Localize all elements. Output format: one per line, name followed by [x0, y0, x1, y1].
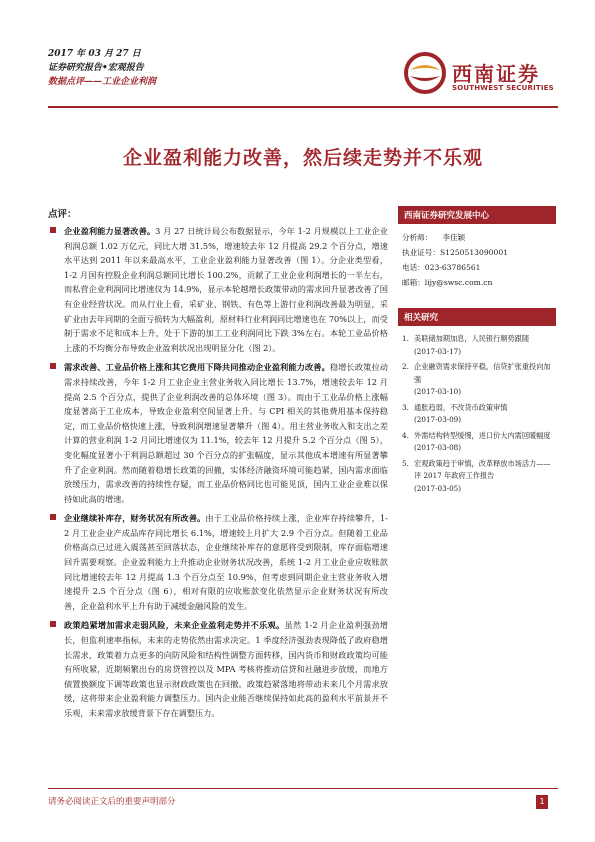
related-date: (2017-03-17) — [414, 346, 462, 356]
analyst-name: 李佳颖 — [442, 233, 466, 242]
related-title: 宏观政策趋于审慎，改革释放市场活力——评 2017 年政府工作报告 — [414, 458, 551, 480]
section-profit — [50, 224, 388, 355]
list-item[interactable]: 2. 企业融资需求保持平稳，信贷扩张重投向加强 (2017-03-10) — [402, 361, 554, 399]
section-lead: 需求改善、工业品价格上涨和其它费用下降共同推动企业盈利能力改善。 — [64, 362, 330, 373]
bullet-icon — [50, 363, 56, 369]
related-title: 美联储加期加息，人民银行顺势跟随 — [414, 334, 530, 343]
section-lead: 企业继续补库存，财务状况有所改善。 — [64, 513, 206, 524]
related-date: (2017-03-08) — [414, 443, 462, 452]
section-outlook — [50, 618, 388, 720]
section-lead: 政策趋紧增加需求走弱风险，未来企业盈利走势并不乐观。 — [64, 620, 285, 631]
email-line: 邮箱：lijy@swsc.com.cn — [402, 278, 493, 287]
bullet-icon — [50, 514, 56, 520]
logo-mark-icon — [404, 52, 446, 94]
related-title: 企业融资需求保持平稳，信贷扩张重投向加强 — [414, 362, 551, 384]
related-date: (2017-03-10) — [414, 387, 462, 396]
section-body: 3 月 27 日统计局公布数据显示，今年 1-2 月规模以上工业企业利润总额 1.02 万亿元，同比大增 31.5%，增速较去年 12 月提高 29.2 个百分点，增速水平达到 2011 年以来最高水平，工业企业盈利能力显著改善（图 1）。分企业类型看，1-2 月国有控股企业利润总额同比增长 100.2%，贡献了工业企业利润增长的一半左右，而私营企业利润同比增速仅为 14.9%，显示本轮越增长政策带动的需求回升显著改善了国有企业经营状况。而从行业上看，采矿业、钢铁、有色等上游行业利润改善最为明显，采矿业由去年同期的全面亏损转为大幅盈利，原材料行业利润同比增速也在 70%以上，而受制于需求不足和成本上升，处于下游的加工工业利润同比下跌 3%左右。本轮工业品价格上涨的不均衡分布导致企业盈利状况出现明显分化（图 2）。 — [64, 226, 388, 353]
section-body: 稳增长政策拉动需求持续改善，今年 1-2 月工业企业主营业务收入同比增长 13.7%，增速较去年 12 月提高 2.5 个百分点，提供了企业利润改善的总体环境（图 3）。而由于工业品价格上涨幅度显著高于工业成本，导致企业盈利空间显著上升。与 CPI 相关的其他费用基本保持稳定，而工业品价格快速上涨，导致利润增速显著攀升（图 4）。用主营业务收入和支出之差计算的营业利润 1-2 月同比增速仅为 11.1%，较去年 12 月提升 5.2 个百分点（图 5），变化幅度显著小于利润总额超过 30 个百分点的扩张幅度，显示其他成本增速有所显著攀升了企业利润。然而随着稳增长政策的回撤，实体经济融资环境可能趋紧，国内需求面临放缓压力，需求改善的持续性存疑，而工业品价格同比也可能见顶，国内工业企业难以保持如此高的增速。 — [64, 362, 388, 504]
commentary-label: 点评： — [48, 209, 77, 220]
report-date: 2017 年 03 月 27 日 — [48, 49, 141, 59]
report-subtitle: 数据点评——工业企业利润 — [48, 77, 157, 87]
list-item[interactable]: 3. 通胀趋弱，不改货币政策审慎 (2017-03-09) — [402, 402, 554, 427]
related-research-list — [398, 326, 556, 495]
related-date: (2017-03-05) — [414, 483, 462, 493]
analyst-line: 分析师： 李佳颖 — [402, 233, 466, 242]
phone-line: 电话：023-63786561 — [402, 263, 481, 272]
footer-divider — [48, 788, 558, 789]
phone-number: 023-63786561 — [424, 263, 481, 272]
header-divider — [48, 106, 558, 108]
logo-name-en: SOUTHWEST SECURITIES — [452, 84, 554, 92]
research-center-header: 西南证券研究发展中心 — [398, 206, 556, 224]
related-research-header: 相关研究 — [398, 308, 556, 326]
sidebar — [398, 206, 556, 498]
related-title: 外需结构转型缓慢，进口价大内需回暖幅度 — [414, 430, 551, 440]
company-logo — [404, 44, 554, 104]
email-link[interactable]: lijy@swsc.com.cn — [424, 278, 493, 287]
license-line: 执业证号：S1250513090001 — [402, 248, 508, 257]
section-body: 由于工业品价格持续上涨，企业库存持续攀升，1-2 月工业企业产成品库存同比增长 6.1%，增速较上月扩大 2.9 个百分点。但随着工业品价格高点已过进入震荡甚至回落状态，企业继续补库存的意愿将受到限制，库存面临增速回升需要观察。企业盈利能力上升推动企业财务状况改善，系统 1-2 月工业企业应收账款同比增速较去年 12 月提高 1.3 个百分点至 10.9%，但考虑到同期企业主营业务收入增速提升 2.5 个百分点（图 6），相对有限的应收账款变化依然显示企业财务状况有所改善，企业盈利水平上升有助于减缓金融风险的发生。 — [64, 513, 388, 611]
related-title: 通胀趋弱，不改货币政策审慎 — [414, 402, 508, 412]
related-date: (2017-03-09) — [414, 415, 462, 424]
page-number: 1 — [536, 795, 548, 809]
page-title: 企业盈利能力改善，然后续走势并不乐观 — [122, 147, 483, 169]
main-content — [50, 224, 388, 721]
list-item[interactable]: 1. 美联储加期加息，人民银行顺势跟随 (2017-03-17) — [402, 333, 554, 358]
report-type: 证券研究报告•宏观报告 — [48, 63, 144, 73]
license-number: S1250513090001 — [439, 248, 508, 257]
section-inventory — [50, 511, 388, 613]
bullet-icon — [50, 621, 56, 627]
list-item[interactable]: 4. 外需结构转型缓慢，进口价大内需回暖幅度 (2017-03-08) — [402, 430, 554, 455]
section-lead: 企业盈利能力显著改善。 — [64, 226, 156, 236]
list-item[interactable]: 5. 宏观政策趋于审慎，改革释放市场活力——评 2017 年政府工作报告 (2017-03-05) — [402, 458, 554, 496]
section-demand — [50, 360, 388, 506]
logo-name-cn: 西南证券 — [452, 62, 540, 86]
section-body: 虽然 1-2 月企业盈利强劲增长，但监利速率指标，未来的走势依然由需求决定。1 季度经济强劲表现降低了政府稳增长需求，政策着力点更多的向防风险和结构性调整方面转移，国内货币和财政政策均可能有所收紧，近期频繁出台的房贷管控以及 MPA 考核将推动信贷和社融进步放缓，而地方债置换额度下调等政策也显示财政政策也在回撤。政策趋紧落地将带动未来几个月需求放缓，这将带来企业盈利能力调整压力。国内企业能否继续保持如此高的盈利水平前景并不乐观，未来需求放缓背景下存在调整压力。 — [64, 620, 388, 718]
disclaimer-text: 请务必阅读正文后的重要声明部分 — [48, 797, 176, 807]
bullet-icon — [50, 227, 56, 233]
